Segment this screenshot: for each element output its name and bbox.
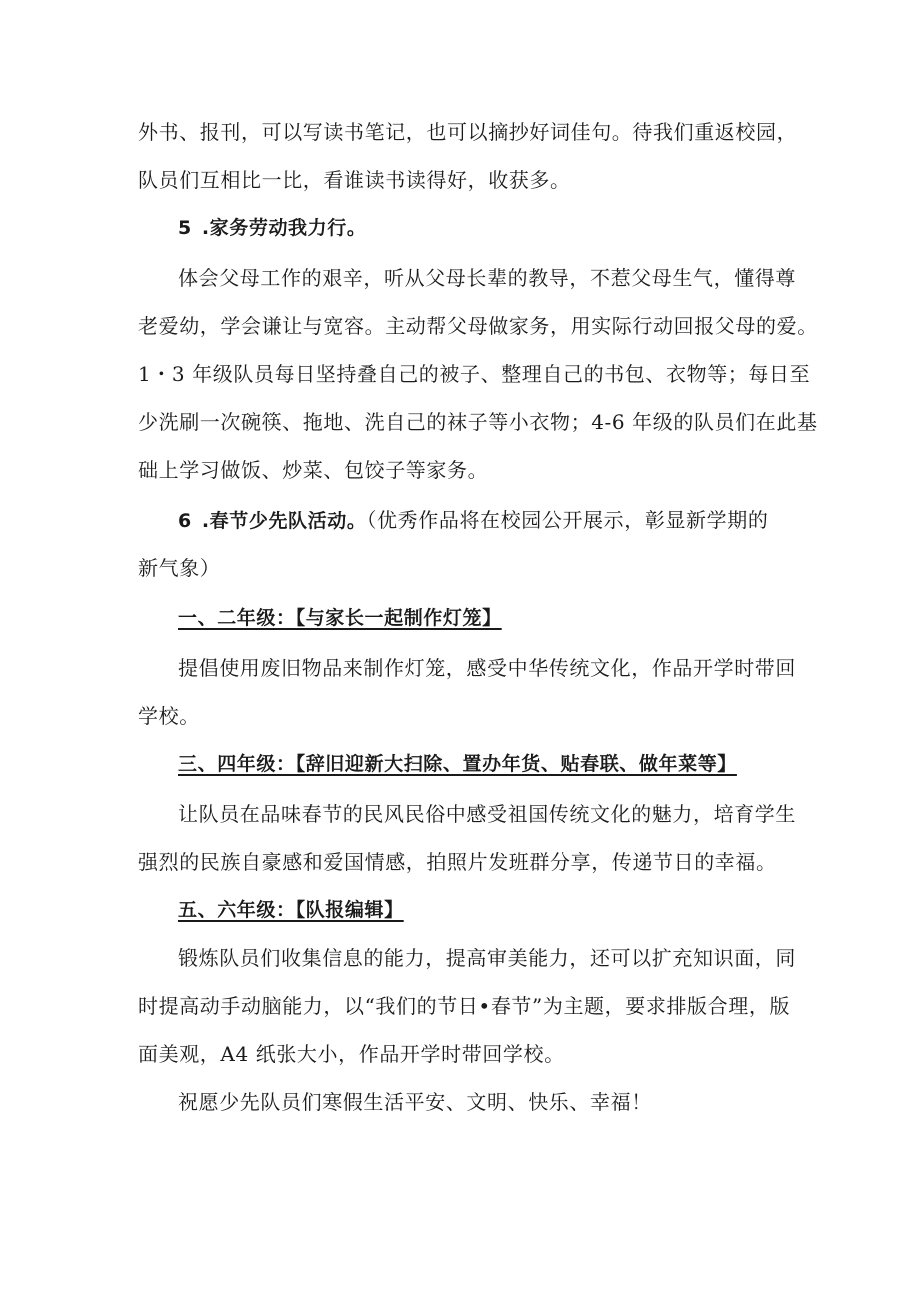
section-6-title: .春节少先队活动。 (201, 510, 367, 532)
section-6-note-line-2: 新气象） (138, 556, 221, 580)
housework-paragraph-line-2: 老爱幼，学会谦让与宽容。主动帮父母做家务，用实际行动回报父母的爱。 (138, 314, 818, 338)
housework-paragraph-line-4: 少洗刷一次碗筷、拖地、洗自己的袜子等小衣物；4-6 年级的队员们在此基 (138, 410, 818, 434)
grade-5-6-line-1: 锻炼队员们收集信息的能力，提高审美能力，还可以扩充知识面，同 (178, 946, 796, 970)
reading-paragraph-line-1: 外书、报刊，可以写读书笔记，也可以摘抄好词佳句。待我们重返校园， (138, 120, 798, 144)
grade-1-2-line-2: 学校。 (138, 704, 200, 728)
grade-3-4-line-2: 强烈的民族自豪感和爱国情感，拍照片发班群分享，传递节日的幸福。 (138, 850, 777, 874)
grade-5-6-line-2: 时提高动手动脑能力，以“我们的节日•春节”为主题，要求排版合理，版 (138, 994, 791, 1018)
grade-3-4-heading: 三、四年级：【辞旧迎新大扫除、置办年货、贴春联、做年菜等】 (178, 753, 737, 775)
section-5-number: 5 (178, 217, 192, 239)
grade-3-4-line-1: 让队员在品味春节的民风民俗中感受祖国传统文化的魅力，培育学生 (178, 802, 796, 826)
grade-5-6-line-3: 面美观，A4 纸张大小，作品开学时带回学校。 (138, 1042, 565, 1066)
grade-5-6-heading: 五、六年级：【队报编辑】 (178, 899, 404, 921)
housework-paragraph-line-3: 1・3 年级队员每日坚持叠自己的被子、整理自己的书包、衣物等；每日至 (138, 362, 811, 386)
housework-paragraph-line-1: 体会父母工作的艰辛，听从父母长辈的教导，不惹父母生气，懂得尊 (178, 266, 796, 290)
grade-1-2-heading: 一、二年级：【与家长一起制作灯笼】 (178, 607, 502, 629)
reading-paragraph-line-2: 队员们互相比一比，看谁读书读得好，收获多。 (138, 168, 571, 192)
section-5-heading (178, 214, 366, 242)
grade-1-2-line-1: 提倡使用废旧物品来制作灯笼，感受中华传统文化，作品开学时带回 (178, 656, 796, 680)
section-5-title: .家务劳动我力行。 (201, 217, 367, 239)
section-6-heading (178, 506, 768, 535)
section-6-number: 6 (178, 510, 192, 532)
section-6-note: （优秀作品将在校园公开展示，彰显新学期的 (366, 508, 769, 532)
closing-wish: 祝愿少先队员们寒假生活平安、文明、快乐、幸福！ (178, 1090, 652, 1114)
housework-paragraph-line-5: 础上学习做饭、炒菜、包饺子等家务。 (138, 458, 489, 482)
